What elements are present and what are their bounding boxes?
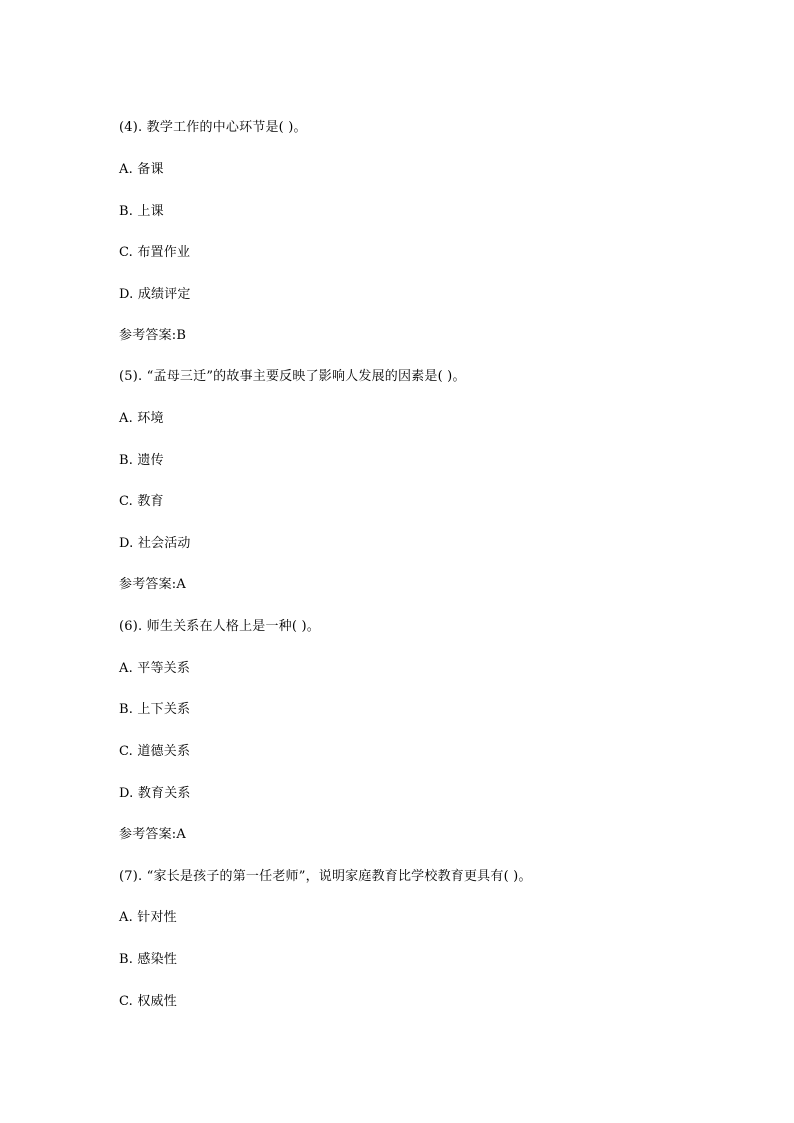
question-5-stem: (5). “孟母三迁”的故事主要反映了影响人发展的因素是( )。 bbox=[119, 369, 466, 384]
question-7-option-c: C. 权威性 bbox=[119, 994, 177, 1009]
question-7-option-a: A. 针对性 bbox=[119, 910, 177, 925]
question-6-option-d: D. 教育关系 bbox=[119, 786, 191, 801]
question-6-stem: (6). 师生关系在人格上是一种( )。 bbox=[119, 619, 320, 634]
question-7-option-b: B. 感染性 bbox=[119, 952, 178, 967]
question-4-option-b: B. 上课 bbox=[119, 204, 164, 219]
question-5-answer: 参考答案:A bbox=[119, 577, 186, 592]
question-5-option-a: A. 环境 bbox=[119, 411, 164, 426]
question-6-answer: 参考答案:A bbox=[119, 827, 186, 842]
question-7-stem: (7). “家长是孩子的第一任老师”，说明家庭教育比学校教育更具有( )。 bbox=[119, 869, 532, 884]
question-4-option-d: D. 成绩评定 bbox=[119, 287, 191, 302]
question-6-option-b: B. 上下关系 bbox=[119, 702, 191, 717]
question-5-option-d: D. 社会活动 bbox=[119, 536, 191, 551]
question-6-option-a: A. 平等关系 bbox=[119, 661, 191, 676]
question-4-option-a: A. 备课 bbox=[119, 162, 164, 177]
question-4-answer: 参考答案:B bbox=[119, 328, 187, 343]
question-5-option-b: B. 遗传 bbox=[119, 453, 164, 468]
question-4-option-c: C. 布置作业 bbox=[119, 245, 191, 260]
question-4-stem: (4). 教学工作的中心环节是( )。 bbox=[119, 120, 307, 135]
question-6-option-c: C. 道德关系 bbox=[119, 744, 191, 759]
question-5-option-c: C. 教育 bbox=[119, 494, 164, 509]
